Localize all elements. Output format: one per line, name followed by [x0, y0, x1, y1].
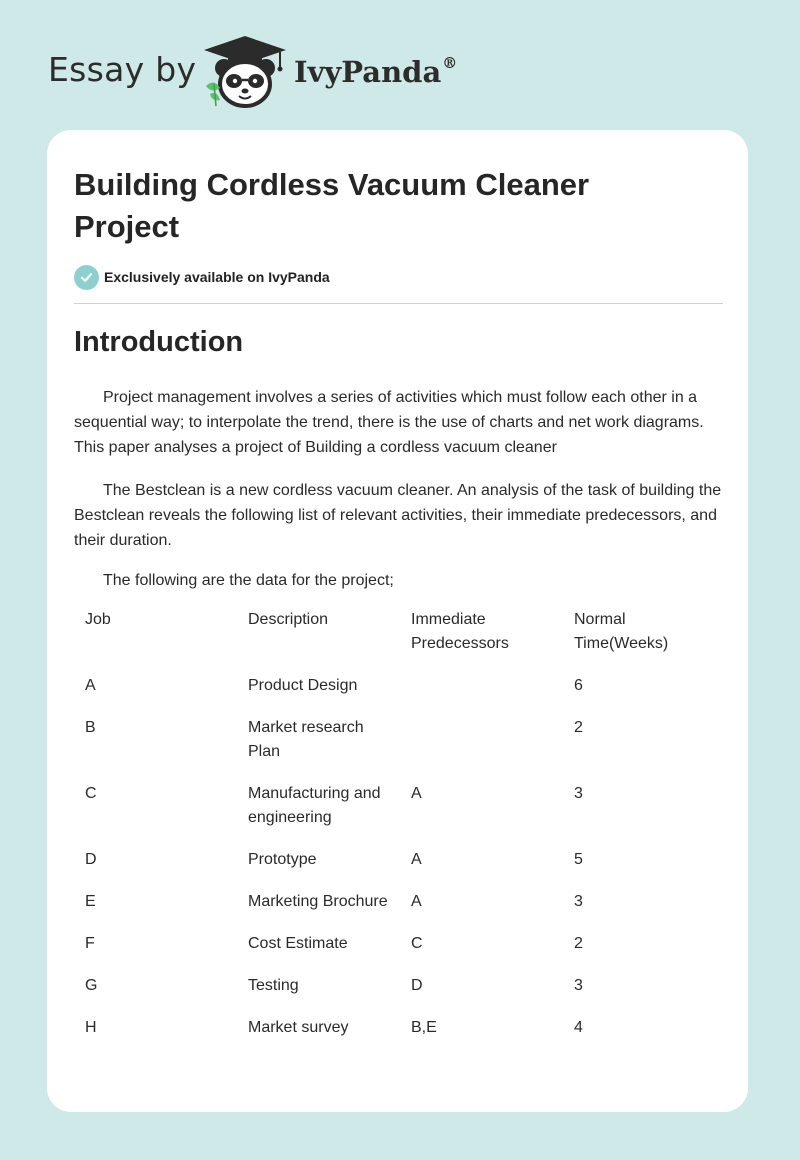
- table-cell: Cost Estimate: [248, 935, 348, 952]
- table-row: [74, 848, 723, 890]
- table-cell: Product Design: [248, 677, 358, 694]
- table-row: [74, 932, 723, 974]
- table-cell: B: [85, 719, 96, 736]
- table-cell: A: [85, 677, 96, 694]
- table-cell: G: [85, 977, 98, 994]
- table-cell: A: [411, 851, 422, 868]
- table-cell: [400, 674, 563, 716]
- check-icon: [74, 265, 99, 290]
- table-cell: 6: [574, 677, 583, 694]
- table-cell: A: [411, 785, 422, 802]
- column-header: Immediate Predecessors: [411, 611, 509, 652]
- table-cell: Prototype: [248, 851, 317, 868]
- table-header-row: [74, 608, 723, 674]
- table-cell: D: [411, 977, 423, 994]
- essay-card: [47, 130, 748, 1112]
- table-cell: 5: [574, 851, 583, 868]
- table-row: [74, 782, 723, 848]
- table-cell: 2: [574, 935, 583, 952]
- column-header: Job: [85, 611, 111, 628]
- table-cell: C: [411, 935, 423, 952]
- table-row: [74, 716, 723, 782]
- table-cell: 3: [574, 977, 583, 994]
- brand-name[interactable]: [294, 54, 457, 89]
- paragraph: The Bestclean is a new cordless vacuum cleaner. An analysis of the task of building the Bestclean reveals the following list of relevant activities, their immediate predecessors, and their duration.: [74, 482, 722, 549]
- essay-by-label: Essay by: [48, 50, 197, 89]
- section-heading-introduction: Introduction: [74, 326, 244, 358]
- project-data-table: [74, 608, 723, 1058]
- badge-text: Exclusively available on IvyPanda: [104, 269, 330, 285]
- site-header: [48, 34, 748, 114]
- table-cell: E: [85, 893, 96, 910]
- table-cell: H: [85, 1019, 97, 1036]
- paragraph: Project management involves a series of activities which must follow each other in a sequential way; to interpolate the trend, there is the use of charts and net work diagrams. This paper analyses a project of Building a cordless vacuum cleaner: [74, 389, 704, 456]
- table-cell: F: [85, 935, 95, 952]
- table-row: [74, 674, 723, 716]
- table-cell: [400, 716, 563, 782]
- table-cell: 3: [574, 893, 583, 910]
- table-cell: Manufacturing and engineering: [248, 785, 381, 826]
- table-cell: Testing: [248, 977, 299, 994]
- column-header: Description: [248, 611, 329, 628]
- table-row: [74, 890, 723, 932]
- column-header: Normal Time(Weeks): [574, 611, 669, 652]
- table-cell: Marketing Brochure: [248, 893, 388, 910]
- registered-mark: ®: [442, 54, 458, 72]
- exclusive-badge: [74, 264, 330, 290]
- table-cell: 2: [574, 719, 583, 736]
- table-row: [74, 1016, 723, 1058]
- table-cell: A: [411, 893, 422, 910]
- brand-name-text: IvyPanda: [294, 55, 442, 89]
- paragraph: The following are the data for the project;: [103, 572, 394, 589]
- table-row: [74, 974, 723, 1016]
- table-cell: B,E: [411, 1019, 437, 1036]
- table-cell: 4: [574, 1019, 583, 1036]
- table-cell: 3: [574, 785, 583, 802]
- table-cell: Market survey: [248, 1019, 349, 1036]
- table-cell: D: [85, 851, 97, 868]
- table-cell: Market research Plan: [248, 719, 364, 760]
- table-cell: C: [85, 785, 97, 802]
- page-title: Building Cordless Vacuum Cleaner Project: [74, 167, 590, 244]
- divider: [74, 303, 723, 304]
- panda-logo-icon[interactable]: [202, 34, 288, 110]
